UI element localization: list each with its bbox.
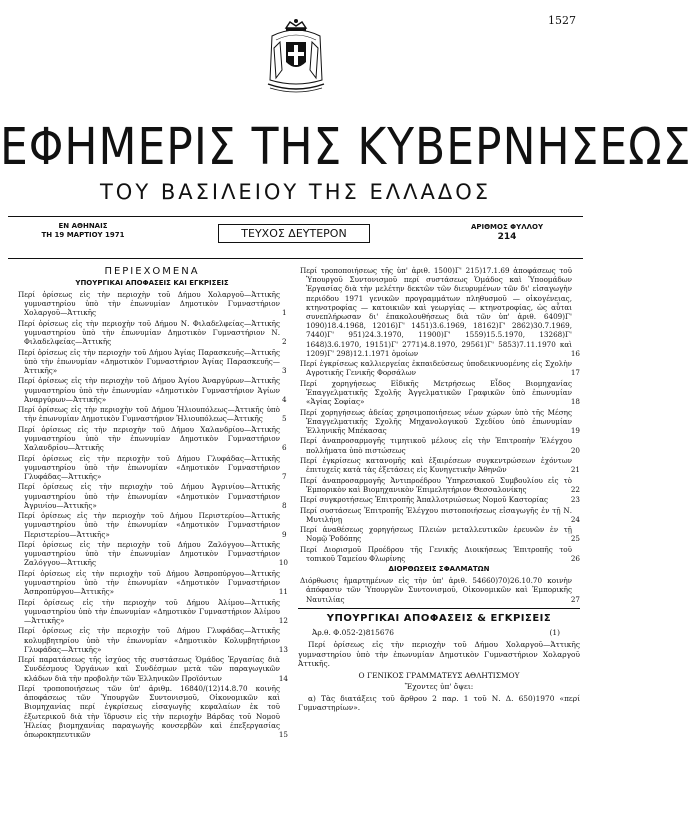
royal-coat-of-arms-icon (262, 18, 330, 94)
contents-entry-text: Περί ἐγκρίσεως καλλιεργείας ἐκπαιδεύσεως ὑποδεικνυομένης εἰς Σχολὴν Αγροτικῆς Γενικῆς Φορσάλων (300, 359, 572, 378)
contents-entry-text: Περί ὁρίσεως εἰς τὴν περιοχὴν τοῦ Δήμου Ἁγίου Ἀναργύρων—Ἀττικῆς γυμναστηρίου ὑπὸ τὴν ἐπωνυμίαν «Δημοτικὸν Γυμναστήριον Ἁγίων Ἀναργύρων—Ἀττικῆς» (18, 376, 280, 404)
contents-entry (298, 436, 580, 454)
decisions-heading: ΥΠΟΥΡΓΙΚΑΙ ΑΠΟΦΑΣΕΙΣ & ΕΓΚΡΙΣΕΙΣ (326, 612, 552, 624)
masthead-rule-bottom (8, 258, 583, 259)
contents-entry: Περί ὁρίσεως εἰς τὴν περιοχὴν τοῦ Δήμου Ἁγίου Ἀναργύρων—Ἀττικῆς γυμναστηρίου ὑπὸ τὴν ἐπωνυμίαν «Δημοτικὸν Γυμναστήριον Ἁγίων Ἀναργύρων—Ἀττικῆς» 4 (18, 376, 287, 404)
contents-entry-text: Περί τροποποιήσεως τῶν ὑπ' ἀριθμ. 16840/(12)14.8.70 κοινῆς ἀποφάσεως τῶν Ὑπουργῶν Συντονισμοῦ, Οἰκονομικῶν καὶ Βιομηχανίας περί ἐγκρίσεως εἰσαγωγῆς κεφαλαίων ἐκ τοῦ ἐξωτερικοῦ διὰ τὴν ἵδρυσιν εἰς τὴν περιοχὴν Βάρδας τοῦ Νομοῦ Ἠλείας βιομηχανίας παραγωγῆς κονσερβῶν καὶ ἐπεξεργασίας ὀπωροκηπευτικῶν (18, 683, 280, 739)
contents-entry (298, 408, 580, 436)
contents-entry: Περί ὁρίσεως εἰς τὴν περιοχὴν τοῦ Δήμου Γλυφάδας—Ἀττικῆς γυμναστηρίου ὑπὸ τὴν ἐπωνυμίαν «Δημοτικὸν Γυμναστήριον Γλυφάδας—Ἀττικῆς» 7 (18, 453, 287, 481)
contents-entry-text: Περί ὁρίσεως εἰς τὴν περιοχὴν τοῦ Δήμου Περιστερίου—Ἀττικῆς γυμναστηρίου ὑπὸ τὴν ἐπωνυμίαν «Δημοτικὸν Γυμναστήριον Περιστερίου—Ἀττικῆς» (18, 511, 280, 539)
issue-part: ΤΕΥΧΟΣ ΔΕΥΤΕΡΟΝ (218, 224, 370, 243)
contents-entry-page: 11 (278, 587, 288, 597)
contents-entry-text: Περί Διορισμοῦ Προέδρου τῆς Γενικῆς Διοικήσεως Ἐπιτροπῆς τοῦ τοπικοῦ Ταμείου Φλωρίνης (300, 544, 572, 563)
corrections-page: 27 (570, 594, 580, 604)
corrections-heading: ΔΙΟΡΘΩΣΕΙΣ ΣΦΑΛΜΑΤΩΝ (388, 565, 490, 574)
masthead-title: ΕΦΗΜΕΡΙΣ ΤΗΣ ΚΥΒΕΡΝΗΣΕΩΣ (0, 118, 692, 177)
contents-heading: ΠΕΡΙΕΧΟΜΕΝΑ (104, 266, 200, 277)
decree-header (298, 628, 580, 638)
contents-entry (16, 540, 288, 568)
contents-entry: Περί ὁρίσεως εἰς τὴν περιοχὴν τοῦ Δήμου Χαλανδρίου—Ἀττικῆς γυμναστηρίου ὑπὸ τὴν ἐπωνυμίαν Δημοτικὸν Γυμναστήριον Χαλανδρίου—Ἀττικῆς 6 (18, 424, 287, 453)
contents-left-list (16, 290, 288, 739)
contents-entry-text: Περί ὁρίσεως εἰς τὴν περιοχὴν τοῦ Δήμου Ζαλόγγου—Ἀττικῆς γυμναστηρίου ὑπὸ τὴν ἐπωνυμίαν Δημοτικὸν Γυμναστήριον Ζαλόγγου—Ἀττικῆς (18, 539, 280, 568)
page-number: 1527 (548, 14, 576, 27)
contents-entry (16, 598, 288, 626)
contents-entry (298, 495, 580, 504)
contents-entry-text: Περί συγκροτήσεως Ἐπιτροπῆς Ἀπαλλοτριώσεως Νομοῦ Καστορίας (300, 495, 549, 505)
contents-entry: Περί ὁρίσεως εἰς τὴν περιοχὴν τοῦ Δήμου Περιστερίου—Ἀττικῆς γυμναστηρίου ὑπὸ τὴν ἐπωνυμίαν «Δημοτικὸν Γυμναστήριον Περιστερίου—Ἀττικῆς» 9 (18, 511, 287, 539)
contents-entry (298, 456, 580, 474)
contents-entry: Περί ὁρίσεως εἰς τὴν περιοχὴν τοῦ Δήμου Χολαργοῦ—Ἀττικῆς γυμναστηρίου ὑπὸ τὴν ἐπωνυμίαν Δημοτικὸν Γυμναστήριον Χολαργοῦ—Ἀττικῆς 1 (18, 290, 287, 318)
decisions-rule (298, 608, 580, 609)
contents-entry: Περί ὁρίσεως εἰς τὴν περιοχὴν τοῦ Δήμου Ἀγρινίου—Ἀττικῆς γυμναστηρίου ὑπὸ τὴν ἐπωνυμίαν «Δημοτικὸν Γυμναστήριον Ἀγρινίου—Ἀττικῆς» 8 (18, 482, 287, 510)
sheet-number: 214 (497, 232, 517, 242)
contents-entry-page: 20 (570, 445, 580, 455)
issue-sheet (432, 222, 582, 242)
decree-number: Ἀρ.θ. Φ.052-2)815676 (312, 627, 394, 637)
contents-entry-text: Περί ὁρίσεως εἰς τὴν περιοχὴν τοῦ Δήμου Ἠλιουπόλεως—Ἀττικῆς ὑπὸ τὴν ἐπωνυμίαν Δημοτικὸν Γυμναστήριον Ἠλιουπόλεως—Ἀττικῆς (18, 405, 280, 424)
contents-entry-text: Περί ἐγκρίσεως κατανομῆς καὶ ἐξαιρέσεων συγκεντρώσεων ἐχόντων ἐπιτυχεῖς κατὰ τὰς ἐξετάσεις εἰς Κυνηγετικὴν Ἀθηνῶν (300, 456, 572, 475)
corrections-entry (298, 576, 580, 604)
issue-place: ΕΝ ΑΘΗΝΑΙΣ (58, 222, 108, 230)
contents-entry: Περί ὁρίσεως εἰς τὴν περιοχὴν τοῦ Δήμου Ἁγίας Παρασκευῆς—Ἀττικῆς ὑπὸ τὴν ἐπωνυμίαν «Δημοτικὸν Γυμναστήριον Ἁγίας Παρασκευῆς—Ἀττικῆς» 3 (18, 347, 287, 375)
contents-entry-text: Περί τροποποιήσεως τῆς ὑπ' ἀριθ. 1500)Γ' 215)17.1.69 ἀποφάσεως τοῦ Ὑπουργοῦ Συντονισμοῦ περί συστάσεως Ὁμάδος καὶ Ὑποομάδων Ἐργασίας διὰ τὴν μελέτην δεκτῶν τῶν διευρυμένων τῶν δι' εἰσαγωγὴν περιόδου 1971 γενικῶν προγραμμάτων πληθυσμοῦ — οἰκογένειας, κτηνοτροφίας — κατοικιῶν καὶ γεωργίας — κτηνοτροφίας, ὡς αὗται συνεπλήρωσαν δι' ἐπακολουθήσεως διὰ τῶν ὑπ' ἀριθ. 6409)Γ' 1090)18.4.1968, 12016)Γ' 1451)3.6.1969, 18162)Γ' 2862)30.7.1969, 7440)Γ' 951)24.3.1970, 11900)Γ' 1559)15.5.1970, 13268)Γ' 1648)3.6.1970, 19151)Γ' 2771)4.8.1970, 29561)Γ' 5853)7.11.1970 καὶ 1209)Γ' 298)12.1.1971 ὁμοίων (300, 266, 572, 358)
contents-entry-text: Περί ὁρίσεως εἰς τὴν περιοχὴν τοῦ Δήμου Ν. Φιλαδελφείας—Ἀττικῆς γυμναστηρίου ὑπὸ τὴν ἐπωνυμίαν Δημοτικὸν Γυμναστήριον Ν. Φιλαδελφείας—Ἀττικῆς (18, 318, 280, 347)
contents-entry (16, 655, 288, 683)
contents-entry (298, 506, 580, 524)
contents-entry-text: Περί συστάσεως Ἐπιτροπῆς Ἐλέγχου πιστοποιήσεως εἰσαγωγῆς ἐν τῇ Ν. Μυτιλήνῃ (300, 505, 572, 524)
contents-entry (16, 684, 288, 739)
contents-entry-page: 10 (278, 558, 288, 568)
contents-entry-text: Περί ἀναπροσαρμογῆς Ἀντιπροέδρου Ὑπηρεσιακοῦ Συμβουλίου εἰς τὸ Ἐμπορικὸν καὶ Βιομηχανικὸν Ἐπιμελητήριον Θεσσαλονίκης (300, 475, 572, 494)
contents-entry-page: 21 (570, 465, 580, 475)
contents-right-list (298, 266, 580, 563)
clause-a: α) Τὰς διατάξεις τοῦ ἄρθρου 2 παρ. 1 τοῦ Ν. Δ. 650)1970 «περί Γυμναστηρίων». (298, 693, 580, 713)
contents-entry-page: 14 (278, 673, 288, 683)
contents-subheading: ΥΠΟΥΡΓΙΚΑΙ ΑΠΟΦΑΣΕΙΣ ΚΑΙ ΕΓΚΡΙΣΕΙΣ (75, 279, 229, 287)
contents-entry-text: Περί παρατάσεως τῆς ἰσχύος τῆς συστάσεως Ὁμάδος Ἐργασίας διὰ Συνδέσμους Ὀργάνων καὶ Συνδέσμων μετὰ τῶν παραγωγικῶν κλάδων διὰ τὴν προβολὴν τῶν Ἑλληνικῶν Προϊόντων (18, 655, 280, 683)
contents-entry-text: Περί ὁρίσεως εἰς τὴν περιοχὴν τοῦ Δήμου Χολαργοῦ—Ἀττικῆς γυμναστηρίου ὑπὸ τὴν ἐπωνυμίαν Δημοτικὸν Γυμναστήριον Χολαργοῦ—Ἀττικῆς (18, 290, 280, 318)
contents-entry-page: 23 (570, 495, 580, 505)
contents-entry-page: 12 (278, 615, 288, 625)
decision-body (298, 628, 580, 713)
contents-entry-page: 25 (570, 534, 580, 544)
contents-entry-page: 26 (570, 553, 580, 563)
contents-entry-page: 13 (278, 644, 288, 654)
contents-entry-text: Περί ὁρίσεως εἰς τὴν περιοχὴν τοῦ Δήμου Χαλανδρίου—Ἀττικῆς γυμναστηρίου ὑπὸ τὴν ἐπωνυμίαν Δημοτικὸν Γυμναστήριον Χαλανδρίου—Ἀττικῆς (18, 424, 280, 453)
secretary-title: Ο ΓΕΝΙΚΟΣ ΓΡΑΜΜΑΤΕΥΣ ΑΘΛΗΤΙΣΜΟΥ (358, 670, 520, 680)
contents-entry-text: Περί ὁρίσεως εἰς τὴν περιοχὴν τοῦ Δήμου Ἀλίμου—Ἀττικῆς γυμναστηρίου ὑπὸ τὴν ἐπωνυμίαν «Δημοτικὸν Γυμναστήριον Ἀλίμου—Ἀττικῆς» (18, 597, 280, 625)
contents-entry-text: Περί χορηγήσεως ἀδείας χρησιμοποιήσεως νέων χώρων ὑπὸ τῆς Μέσης Ἐπαγγελματικῆς Σχολῆς Μηχανολογικοῦ Σχεδίου ὑπὸ ἐπωνυμίαν Ἑλληνικῆς Μπέκασας (300, 407, 572, 436)
contents-entry (298, 525, 580, 543)
contents-right-column (298, 266, 580, 713)
contents-entry-text: Περί ὁρίσεως εἰς τὴν περιοχὴν τοῦ Δήμου Ἀγρινίου—Ἀττικῆς γυμναστηρίου ὑπὸ τὴν ἐπωνυμίαν «Δημοτικὸν Γυμναστήριον Ἀγρινίου—Ἀττικῆς» (18, 482, 280, 510)
contents-entry-page: 16 (570, 348, 580, 358)
contents-entry (298, 266, 580, 358)
contents-entry (298, 476, 580, 494)
contents-entry-text: Περί ὁρίσεως εἰς τὴν περιοχὴν τοῦ Δήμου Γλυφάδας—Ἀττικῆς κολυμβητηρίου ὑπὸ τὴν ἐπωνυμίαν «Δημοτικὸν Κολυμβητήριον Γλυφάδας—Ἀττικῆς» (18, 626, 280, 654)
contents-entry-text: Περί ὁρίσεως εἰς τὴν περιοχὴν τοῦ Δήμου Ἀσπροπύργου—Ἀττικῆς γυμναστηρίου ὑπὸ τὴν ἐπωνυμίαν «Δημοτικὸν Γυμναστήριον Ἀσπροπύργου—Ἀττικῆς» (18, 568, 280, 597)
contents-entry: Περί ὁρίσεως εἰς τὴν περιοχὴν τοῦ Δήμου Ν. Φιλαδελφείας—Ἀττικῆς γυμναστηρίου ὑπὸ τὴν ἐπωνυμίαν Δημοτικὸν Γυμναστήριον Ν. Φιλαδελφείας—Ἀττικῆς 2 (18, 318, 287, 347)
contents-entry-page: 19 (570, 426, 580, 436)
contents-entry-text: Περί ὁρίσεως εἰς τὴν περιοχὴν τοῦ Δήμου Ἁγίας Παρασκευῆς—Ἀττικῆς ὑπὸ τὴν ἐπωνυμίαν «Δημοτικὸν Γυμναστήριον Ἁγίας Παρασκευῆς—Ἀττικῆς» (18, 347, 280, 375)
contents-entry: Περί ὁρίσεως εἰς τὴν περιοχὴν τοῦ Δήμου Ἠλιουπόλεως—Ἀττικῆς ὑπὸ τὴν ἐπωνυμίαν Δημοτικὸν Γυμναστήριον Ἠλιουπόλεως—Ἀττικῆς 5 (18, 405, 287, 424)
issue-date: ΤΗ 19 ΜΑΡΤΙΟΥ 1971 (41, 231, 125, 239)
contents-entry-text: Περί χορηγήσεως Εἰδικῆς Μετρήσεως Εἶδος Βιομηχανίας Ἐπαγγελματικῆς Σχολῆς Ἀγγελματικῶν Γραφικῶν ὑπὸ ἐπωνυμίαν «Ἁγίας Σοφίας» (300, 378, 572, 407)
issue-info-row (8, 222, 583, 256)
contents-left-column (16, 266, 288, 740)
issue-place-date (8, 222, 158, 240)
decree-seq: (1) (549, 627, 560, 637)
contents-entry-text: Περί ὁρίσεως εἰς τὴν περιοχὴν τοῦ Δήμου Γλυφάδας—Ἀττικῆς γυμναστηρίου ὑπὸ τὴν ἐπωνυμίαν «Δημοτικὸν Γυμναστήριον Γλυφάδας—Ἀττικῆς» (18, 453, 280, 481)
contents-entry (16, 626, 288, 654)
contents-entry-page: 24 (570, 514, 580, 524)
corrections-text: Διόρθωσις ἡμαρτημένων εἰς τὴν ὑπ' ἀριθ. 54660)70)26.10.70 κοινὴν ἀπόφασιν τῶν Ὑπουργῶν Συντονισμοῦ, Οἰκονομικῶν καὶ Ἐμπορικῆς Ναυτιλίας (300, 576, 572, 604)
contents-entry (298, 359, 580, 377)
contents-entry-page: 17 (570, 368, 580, 378)
contents-entry (16, 569, 288, 597)
contents-entry-text: Περί ἀναπροσαρμογῆς τιμητικοῦ μέλους εἰς τὴν Ἐπιτροπὴν Ἐλέγχου πολλήματα ὑπὸ πιστώσεως (300, 436, 572, 455)
having-note: Ἔχοντες ὑπ' ὄψει: (404, 682, 474, 692)
contents-entry (298, 545, 580, 563)
contents-entry (298, 379, 580, 407)
contents-entry-page: 18 (570, 397, 580, 407)
decree-text: Περί ὁρίσεως εἰς τὴν περιοχὴν τοῦ Δήμου Χολαργοῦ—Ἀττικῆς γυμναστηρίου ὑπὸ τὴν ἐπωνυμίαν Δημοτικὸν Γυμναστήριον Χολαργοῦ Ἀττικῆς. (298, 640, 580, 669)
sheet-label: ΑΡΙΘΜΟΣ ΦΥΛΛΟΥ (470, 223, 544, 231)
masthead-rule-top (8, 216, 583, 217)
masthead-subtitle: ΤΟΥ ΒΑΣΙΛΕΙΟΥ ΤΗΣ ΕΛΛΑΔΟΣ (99, 180, 492, 204)
contents-entry-text: Περί ἀναθέσεως χορηγήσεως Πλειὼν μεταλλευτικῶν ἐρευνῶν ἐν τῇ Νομῷ Ῥοδόπης (300, 525, 572, 544)
contents-entry-page: 15 (278, 729, 288, 739)
contents-entry-page: 22 (570, 484, 580, 494)
